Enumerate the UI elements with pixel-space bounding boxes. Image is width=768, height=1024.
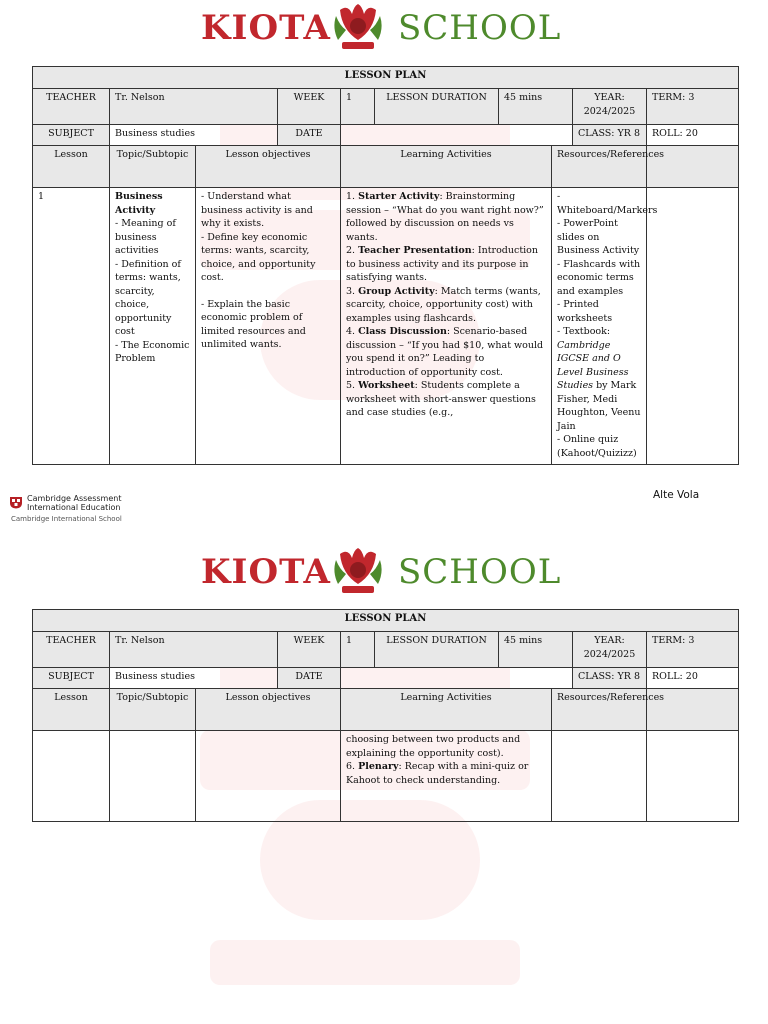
date-value [341, 668, 573, 689]
column-header-row [33, 689, 739, 731]
title-row [33, 67, 739, 89]
column-header-row [33, 146, 739, 188]
title-row [33, 610, 739, 632]
col-objectives: Lesson objectives [196, 689, 341, 731]
year-cell: YEAR: 2024/2025 [573, 89, 647, 125]
duration-value: 45 mins [499, 632, 573, 668]
school-crest-icon [328, 544, 388, 596]
date-label: DATE [278, 125, 341, 146]
week-value: 1 [341, 89, 375, 125]
extra-cell [647, 188, 739, 465]
page-2 [0, 540, 768, 1024]
week-label: WEEK [278, 632, 341, 668]
resources-cell: - Whiteboard/Markers - PowerPoint slides on Business Activity - Flashcards with economic terms and examples - Printed worksheets - Textbook: Cambridge IGCSE and O Level Business Studies by Mark Fisher, Medi Houghton, Veenu Jain - Online quiz (Kahoot/Quizizz) [552, 188, 647, 465]
logo-school-text: SCHOOL [398, 552, 562, 592]
lesson-row [33, 188, 739, 465]
duration-label: LESSON DURATION [375, 632, 499, 668]
duration-value: 45 mins [499, 89, 573, 125]
week-label: WEEK [278, 89, 341, 125]
teacher-value: Tr. Nelson [110, 632, 278, 668]
term-cell: TERM: 3 [647, 89, 739, 125]
subject-label: SUBJECT [33, 125, 110, 146]
col-resources: Resources/References [552, 146, 647, 188]
cambridge-shield-icon [9, 496, 23, 509]
col-activities: Learning Activities [341, 146, 552, 188]
col-topic: Topic/Subtopic [110, 689, 196, 731]
col-objectives: Lesson objectives [196, 146, 341, 188]
col-lesson: Lesson [33, 146, 110, 188]
date-label: DATE [278, 668, 341, 689]
subject-row [33, 668, 739, 689]
col-resources: Resources/References [552, 689, 647, 731]
teacher-row [33, 632, 739, 668]
lesson-plan-table-2 [32, 609, 739, 822]
logo-kiota-text: KIOTA [201, 552, 331, 592]
teacher-label: TEACHER [33, 89, 110, 125]
roll-cell: ROLL: 20 [647, 125, 739, 146]
logo-kiota-text: KIOTA [201, 8, 331, 48]
lesson-plan-table [32, 66, 739, 465]
teacher-label: TEACHER [33, 632, 110, 668]
col-lesson: Lesson [33, 689, 110, 731]
footer-motto: Alte Vola [653, 489, 700, 501]
activities-cell-cont: choosing between two products and explaining the opportunity cost). 6. Plenary: Recap with a mini-quiz or Kahoot to check understanding. [341, 731, 552, 822]
col-activities: Learning Activities [341, 689, 552, 731]
lesson-number [33, 731, 110, 822]
subject-row [33, 125, 739, 146]
class-cell: CLASS: YR 8 [573, 668, 647, 689]
cambridge-logo: Cambridge Assessment International Education Cambridge International School [11, 494, 122, 523]
roll-cell: ROLL: 20 [647, 668, 739, 689]
logo-school-text: SCHOOL [398, 8, 562, 48]
class-cell: CLASS: YR 8 [573, 125, 647, 146]
teacher-row [33, 89, 739, 125]
week-value: 1 [341, 632, 375, 668]
topic-title: Business Activity [115, 191, 163, 216]
subject-label: SUBJECT [33, 668, 110, 689]
school-logo-2 [0, 544, 768, 599]
lesson-plan-title: LESSON PLAN [33, 67, 739, 89]
school-crest-icon [328, 0, 388, 52]
subject-value: Business studies [110, 668, 278, 689]
teacher-value: Tr. Nelson [110, 89, 278, 125]
duration-label: LESSON DURATION [375, 89, 499, 125]
extra-cell [647, 731, 739, 822]
topic-cell: Business Activity - Meaning of business activities - Definition of terms: wants, scarcity, choice, opportunity cost - The Economic Problem [110, 188, 196, 465]
lesson-number: 1 [33, 188, 110, 465]
year-cell: YEAR: 2024/2025 [573, 632, 647, 668]
objectives-cell [196, 731, 341, 822]
school-logo [0, 0, 768, 55]
resources-cell [552, 731, 647, 822]
objectives-cell: - Understand what business activity is and why it exists. - Define key economic terms: wants, scarcity, choice, and opportunity cost. - Explain the basic economic problem of limited resources and unlimited wants. [196, 188, 341, 465]
term-cell: TERM: 3 [647, 632, 739, 668]
col-topic: Topic/Subtopic [110, 146, 196, 188]
topic-cell [110, 731, 196, 822]
subject-value: Business studies [110, 125, 278, 146]
lesson-plan-title: LESSON PLAN [33, 610, 739, 632]
lesson-row-cont [33, 731, 739, 822]
activities-cell: 1. Starter Activity: Brainstorming session – “What do you want right now?” followed by discussion on needs vs wants. 2. Teacher Presentation: Introduction to business activity and its purpose in satisfying wants. 3. Group Activity: Match terms (wants, scarcity, choice, opportunity cost) with examples using flashcards. 4. Class Discussion: Scenario-based discussion – “If you had $10, what would you spend it on?” Leading to introduction of opportunity cost. 5. Worksheet: Students complete a worksheet with short-answer questions and case studies (e.g., [341, 188, 552, 465]
date-value [341, 125, 573, 146]
